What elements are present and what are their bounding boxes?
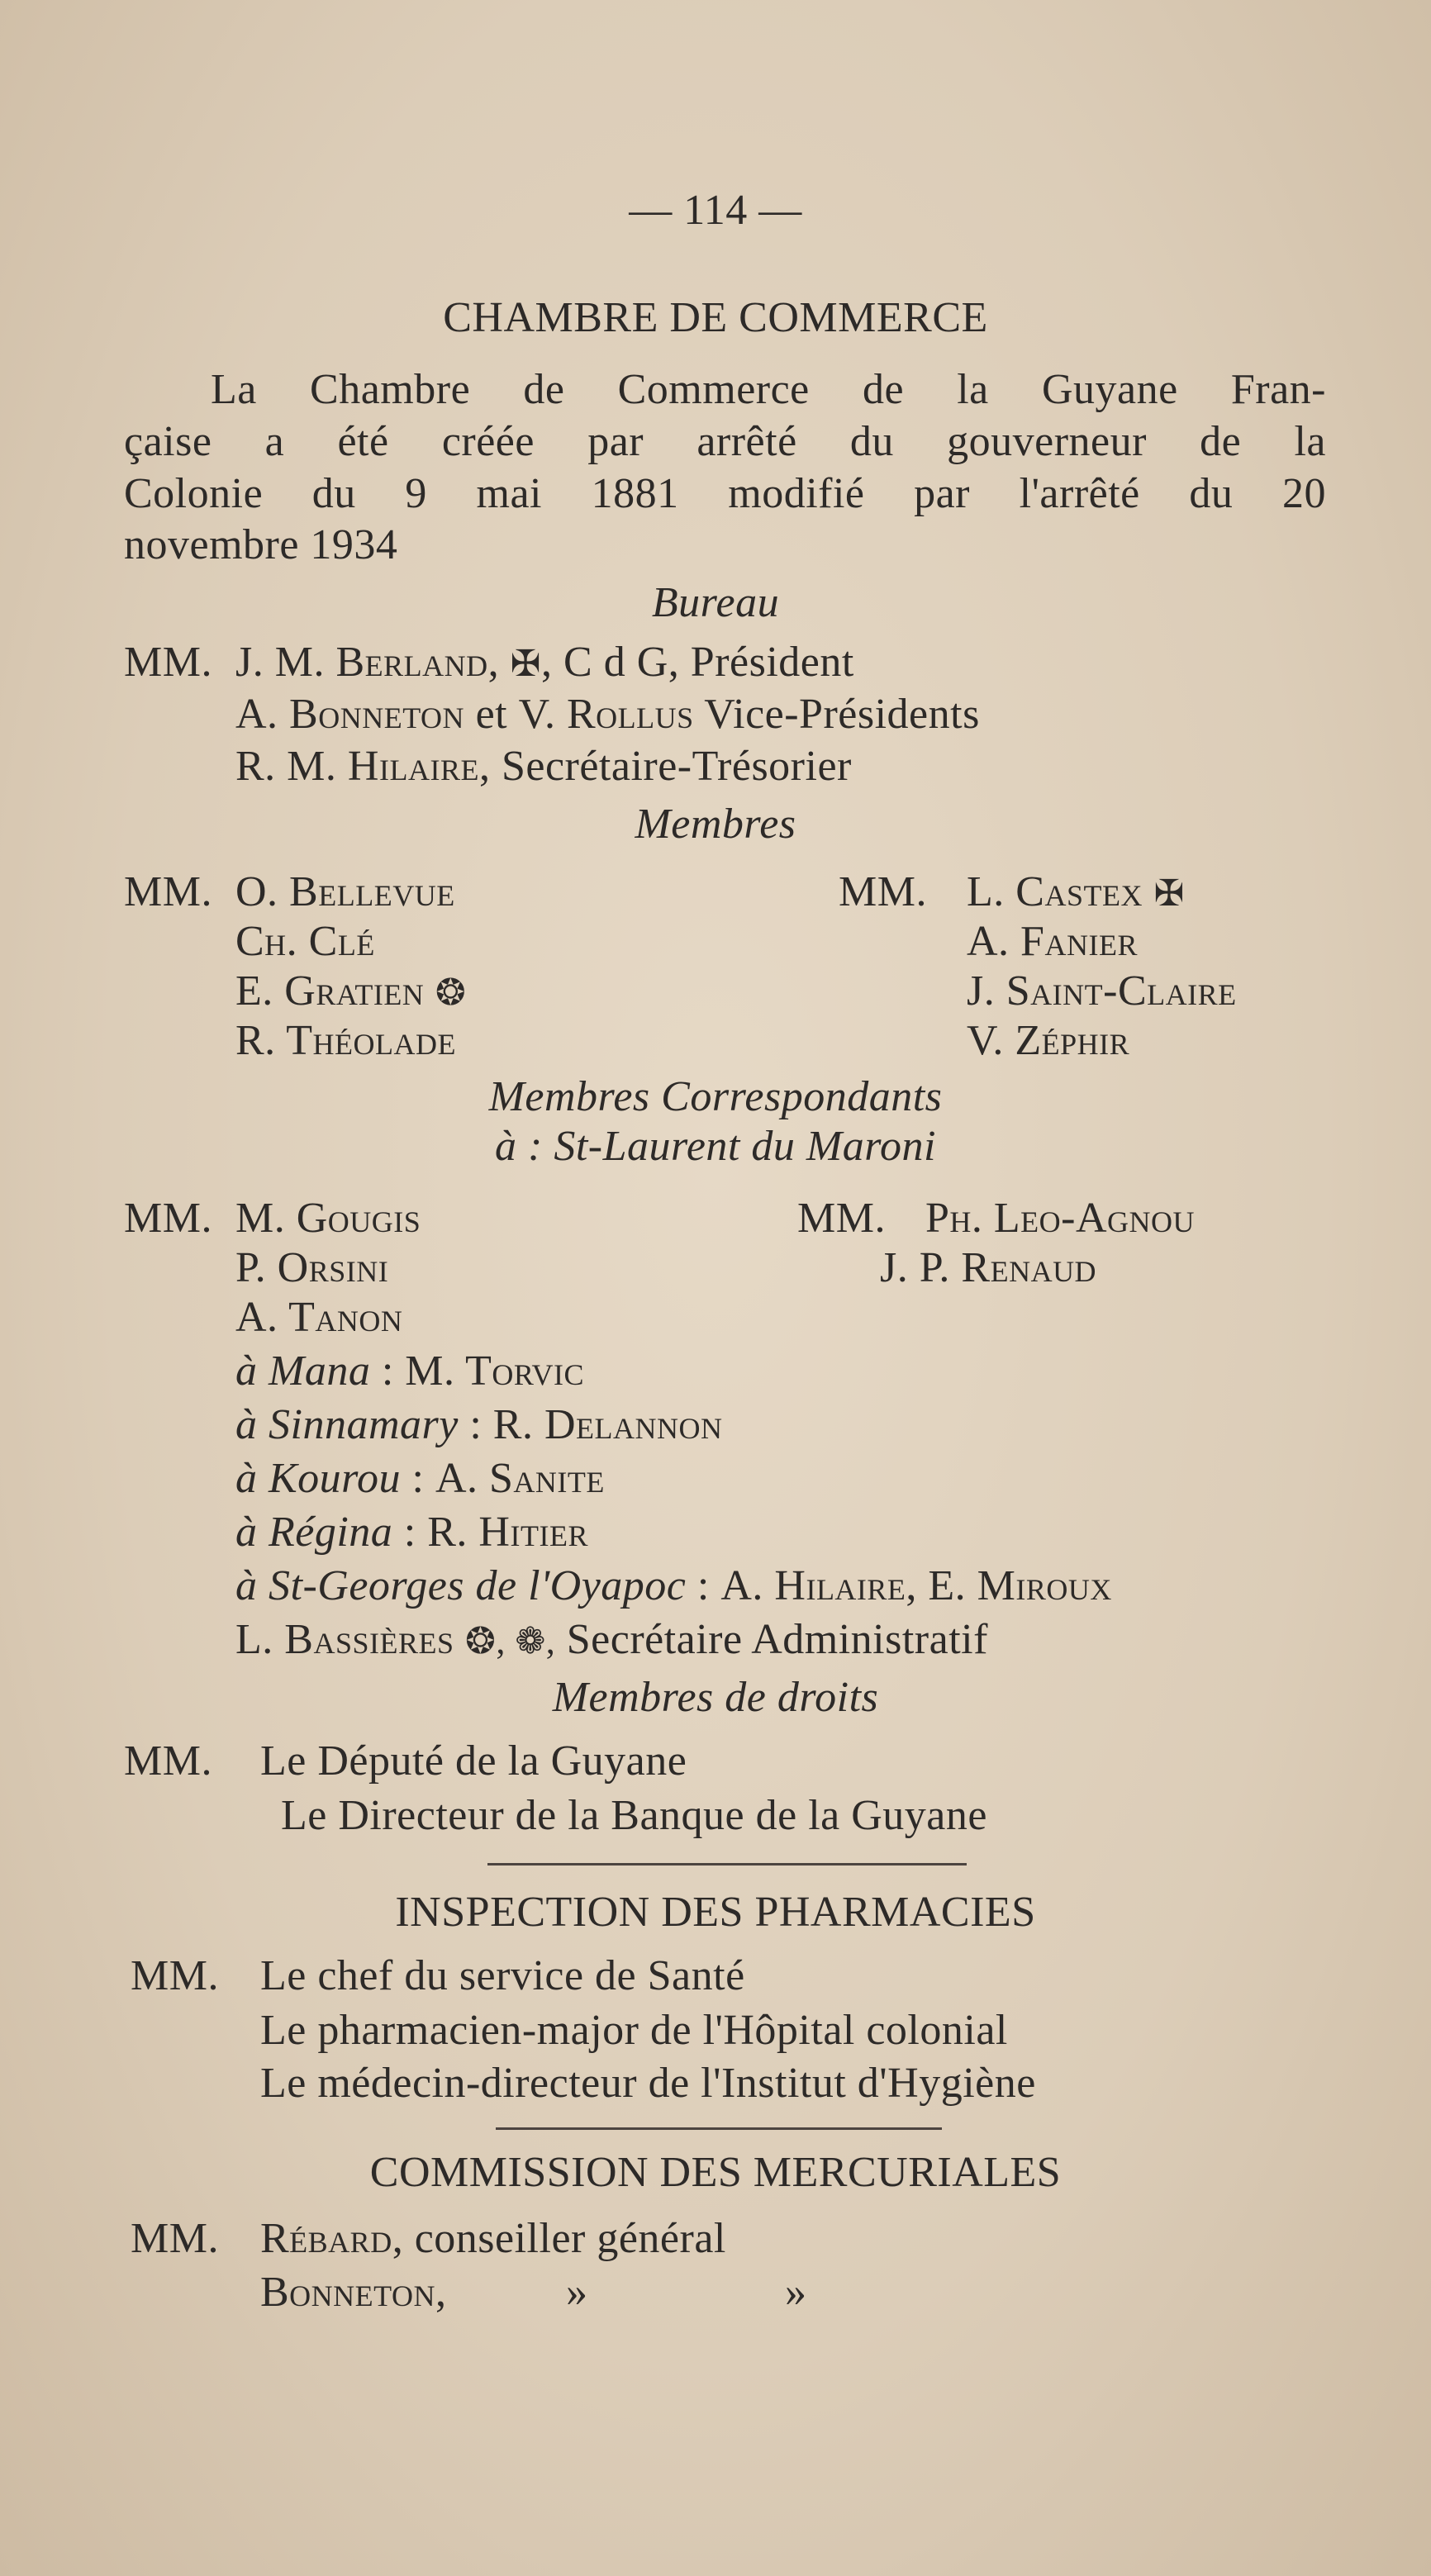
bureau-line-1 [235, 638, 854, 689]
membre-zephir: V. Zéphir [967, 1017, 1130, 1064]
secretaire-administratif-line [235, 1615, 988, 1666]
correspondants-right-prefix: MM. [797, 1195, 886, 1242]
membres-heading: Membres [635, 801, 796, 848]
berland-name: J. M. Berland, [235, 639, 500, 686]
berland-role: , C d G, Président [541, 639, 854, 686]
place-mana [235, 1347, 584, 1396]
droits-depute: Le Député de la Guyane [260, 1737, 687, 1785]
correspondants-left-prefix: MM. [124, 1195, 212, 1242]
et-word: et [475, 691, 508, 738]
correspondant-orsini: P. Orsini [235, 1244, 389, 1291]
secretaire-administratif-role: Secrétaire Administratif [566, 1616, 988, 1663]
membre-saint-claire: J. Saint-Claire [967, 967, 1237, 1015]
intro-line-2: çaise a été créée par arrêté du gouverneur de la [124, 418, 1326, 465]
place-kourou [235, 1454, 605, 1504]
separator: : [370, 1347, 406, 1395]
intro-line-1: La Chambre de Commerce de la Guyane Fran- [211, 366, 1326, 413]
separator: : [401, 1455, 435, 1502]
place-name: à Régina [235, 1509, 393, 1556]
intro-line-4: novembre 1934 [124, 521, 398, 568]
section-divider [487, 1863, 967, 1865]
bonneton-mercuriales: Bonneton, [260, 2269, 447, 2316]
membre-castex-line [967, 867, 1185, 919]
page-number: — 114 — [629, 187, 802, 234]
droits-directeur-banque: Le Directeur de la Banque de la Guyane [281, 1792, 987, 1839]
membre-gratien: E. Gratien [235, 967, 425, 1015]
bonneton-name: A. Bonneton [235, 691, 465, 738]
rollus-name: V. Rollus [518, 691, 694, 738]
place-members: A. Hilaire, E. Miroux [720, 1562, 1112, 1609]
mercuriales-prefix: MM. [131, 2215, 219, 2262]
section-divider [496, 2127, 942, 2130]
place-name: à Mana [235, 1347, 371, 1395]
place-sinnamary [235, 1400, 723, 1450]
place-members: R. Hitier [427, 1509, 588, 1556]
correspondants-subheading: à : St-Laurent du Maroni [495, 1123, 936, 1170]
correspondant-renaud: J. P. Renaud [880, 1244, 1097, 1291]
chambre-title: CHAMBRE DE COMMERCE [443, 294, 988, 341]
separator: : [458, 1401, 493, 1448]
bassieres-name: L. Bassières [235, 1616, 454, 1663]
medal-decoration-icon: ❂ [435, 972, 467, 1013]
place-members: M. Torvic [405, 1347, 584, 1395]
vice-presidents-role: Vice-Présidents [704, 691, 980, 738]
inspection-prefix: MM. [131, 1952, 219, 1999]
rebard-name: Rébard, [260, 2215, 404, 2262]
hilaire-name: R. M. Hilaire, [235, 743, 491, 790]
place-regina [235, 1508, 588, 1557]
place-name: à Sinnamary [235, 1401, 459, 1448]
intro-line-3: Colonie du 9 mai 1881 modifié par l'arrêté du 20 [124, 470, 1326, 517]
bureau-heading: Bureau [651, 579, 780, 626]
place-st-georges [235, 1561, 1112, 1611]
membre-theolade: R. Théolade [235, 1017, 456, 1064]
mercuriales-line-1 [260, 2214, 726, 2264]
correspondant-leo-agnou: Ph. Leo-Agnou [925, 1195, 1196, 1242]
cross-decoration-icon: ✠ [1153, 873, 1185, 914]
separator: : [686, 1562, 721, 1609]
place-name: à St-Georges de l'Oyapoc [235, 1562, 687, 1609]
droits-prefix: MM. [124, 1737, 212, 1785]
separator: : [392, 1509, 428, 1556]
membre-bellevue: O. Bellevue [235, 868, 455, 915]
mercuriales-title: COMMISSION DES MERCURIALES [369, 2149, 1062, 2196]
place-members: R. Delannon [492, 1401, 723, 1448]
inspection-chef-sante: Le chef du service de Santé [260, 1952, 745, 1999]
droits-heading: Membres de droits [552, 1674, 879, 1721]
membre-fanier: A. Fanier [967, 918, 1138, 965]
correspondant-gougis: M. Gougis [235, 1195, 421, 1242]
inspection-pharmacien-major: Le pharmacien-major de l'Hôpital colonial [260, 2007, 1008, 2054]
ditto-mark: » [785, 2269, 807, 2316]
secretaire-tresorier-role: Secrétaire-Trésorier [501, 743, 852, 790]
correspondant-tanon: A. Tanon [235, 1294, 403, 1341]
membres-right-prefix: MM. [839, 868, 927, 915]
bureau-line-3 [235, 742, 852, 791]
cross-decoration-icon: ✠ [510, 644, 542, 684]
ditto-mark: » [566, 2269, 588, 2316]
bureau-prefix: MM. [124, 639, 212, 686]
membre-gratien-line [235, 967, 466, 1018]
membre-cle: Ch. Clé [235, 918, 375, 965]
correspondants-heading: Membres Correspondants [488, 1073, 943, 1120]
inspection-medecin-directeur: Le médecin-directeur de l'Institut d'Hygiène [260, 2060, 1036, 2107]
inspection-title: INSPECTION DES PHARMACIES [395, 1889, 1036, 1936]
membre-castex: L. Castex [967, 868, 1143, 915]
bureau-line-2 [235, 690, 980, 739]
place-members: A. Sanite [435, 1455, 605, 1502]
medal-decoration-icon: ❂, ❁, [465, 1621, 556, 1661]
conseiller-general-role: conseiller général [414, 2215, 726, 2262]
place-name: à Kourou [235, 1455, 401, 1502]
membres-left-prefix: MM. [124, 868, 212, 915]
